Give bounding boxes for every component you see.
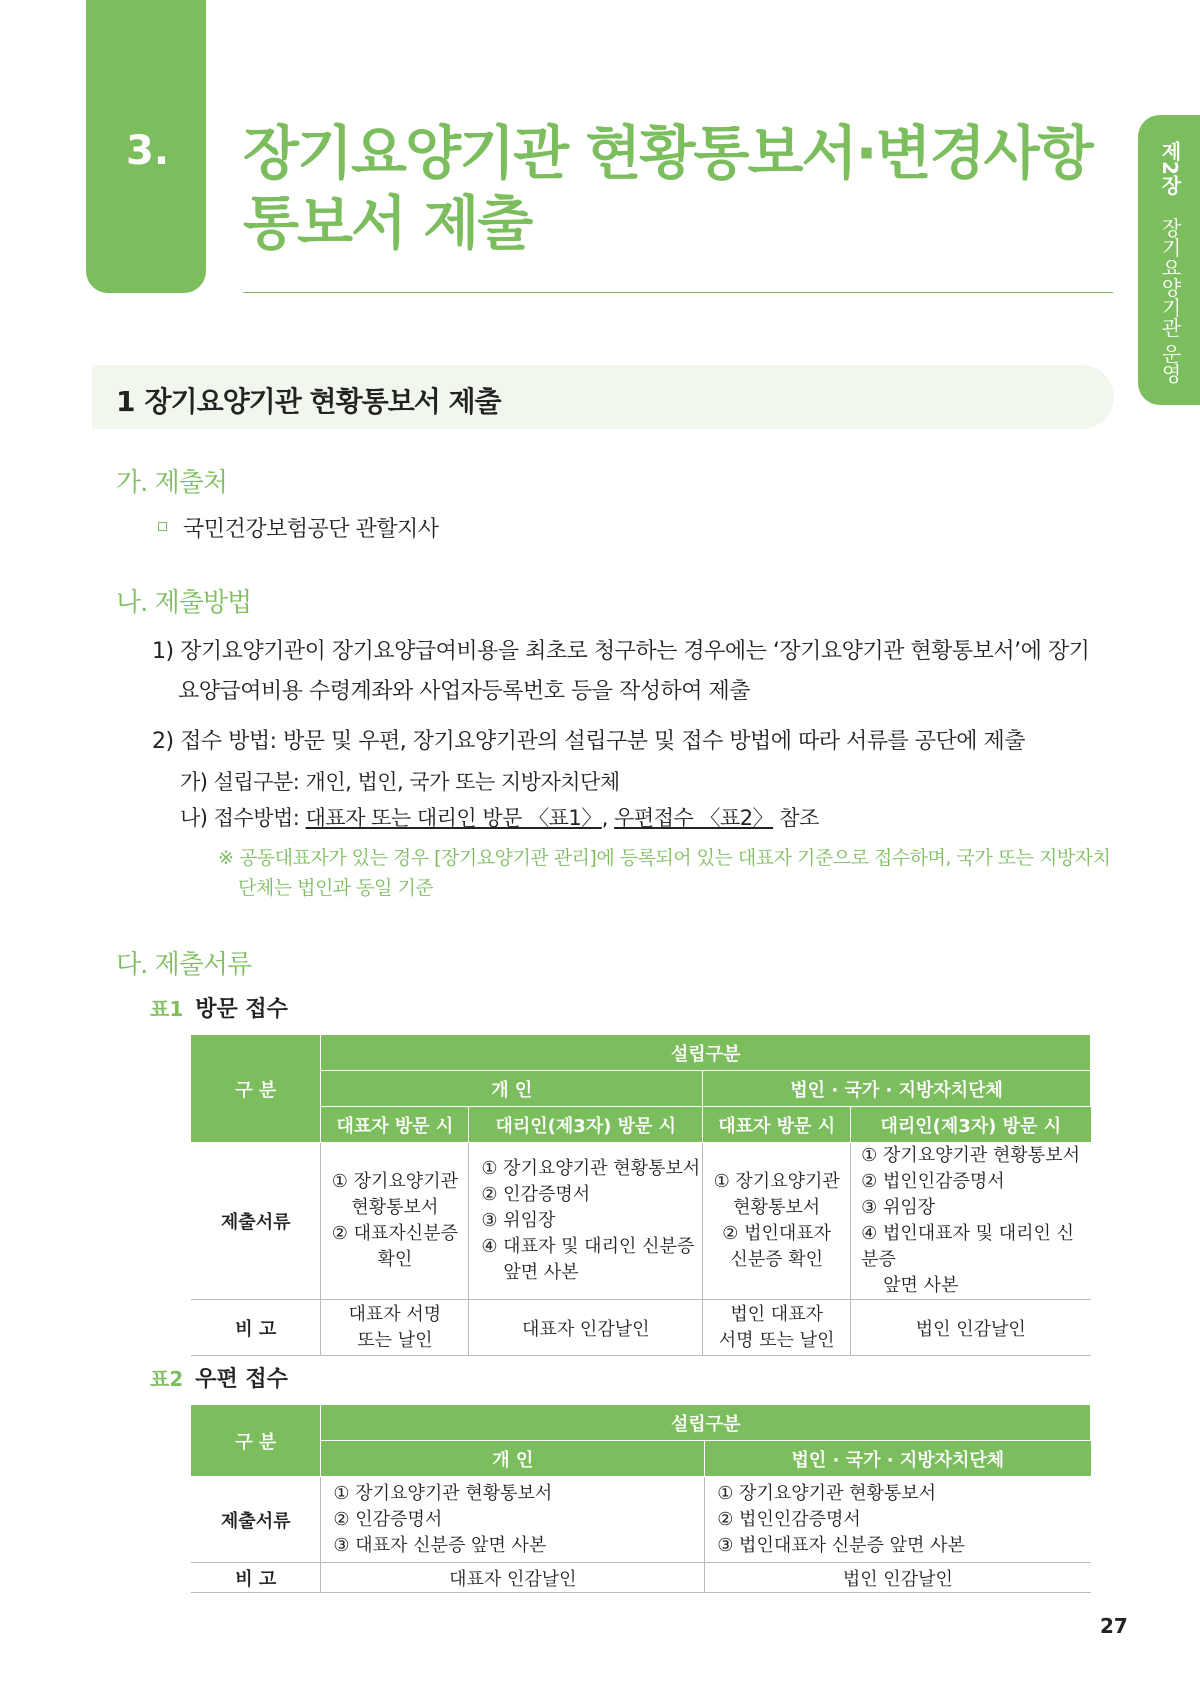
method-item1-line2: 요양급여비용 수령계좌와 사업자등록번호 등을 작성하여 제출 — [178, 679, 751, 704]
table2-title-text: 우편 접수 — [195, 1367, 288, 1392]
side-tab-chapter: 제2장 — [1158, 141, 1182, 195]
table1-title — [150, 992, 288, 1023]
t1-row-docs-label: 제출서류 — [191, 1143, 321, 1300]
t1-note-ind-rep: 대표자 서명 또는 날인 — [321, 1300, 469, 1356]
subheading-na: 나. 제출방법 — [116, 588, 252, 618]
t1-header-agent-visit: 대리인(제3자) 방문 시 — [469, 1107, 703, 1143]
note-line2: 단체는 법인과 동일 기준 — [238, 877, 434, 899]
table-row — [191, 1477, 1091, 1563]
t1-note-ind-agent: 대표자 인감날인 — [469, 1300, 703, 1356]
bullet-text: 국민건강보험공단 관할지사 — [183, 517, 439, 542]
table1-title-text: 방문 접수 — [195, 997, 288, 1022]
t1-header-establish: 설립구분 — [321, 1035, 1091, 1071]
t2-header-corporate: 법인 · 국가 · 지방자치단체 — [705, 1441, 1091, 1477]
method-sub2-suffix: 참조 — [773, 806, 819, 830]
t1-header-corporate: 법인 · 국가 · 지방자치단체 — [703, 1071, 1091, 1107]
t2-docs-corporate: ① 장기요양기관 현황통보서 ② 법인인감증명서 ③ 법인대표자 신분증 앞면 사본 — [705, 1477, 1091, 1563]
subheading-ga: 가. 제출처 — [116, 468, 227, 498]
note-line1: ※ 공동대표자가 있는 경우 [장기요양기관 관리]에 등록되어 있는 대표자 기준으로 접수하며, 국가 또는 지방자치 — [218, 847, 1111, 869]
chapter-title-line1: 장기요양기관 현황통보서·변경사항 — [243, 119, 1092, 187]
method-sub2-prefix: 나) 접수방법: — [180, 806, 306, 830]
t2-docs-individual: ① 장기요양기관 현황통보서 ② 인감증명서 ③ 대표자 신분증 앞면 사본 — [321, 1477, 705, 1563]
table-row — [191, 1143, 1091, 1300]
t1-note-corp-rep: 법인 대표자 서명 또는 날인 — [703, 1300, 851, 1356]
page-number: 27 — [1100, 1614, 1128, 1638]
t2-header-establish: 설립구분 — [321, 1405, 1091, 1441]
table-row — [191, 1300, 1091, 1356]
method-sub2-sep: , — [601, 806, 615, 830]
t2-note-corporate: 법인 인감날인 — [705, 1563, 1091, 1593]
side-tab-text — [1156, 141, 1185, 384]
t1-docs-corp-agent: ① 장기요양기관 현황통보서 ② 법인인감증명서 ③ 위임장 ④ 법인대표자 및 대리인 신분증 앞면 사본 — [851, 1143, 1091, 1300]
t1-header-individual: 개 인 — [321, 1071, 703, 1107]
section-title — [116, 380, 501, 420]
section-title-text: 장기요양기관 현황통보서 제출 — [144, 385, 501, 418]
section-number: 1 — [116, 385, 135, 418]
t1-header-agent-visit-corp: 대리인(제3자) 방문 시 — [851, 1107, 1091, 1143]
chapter-title — [243, 118, 1103, 258]
t2-note-individual: 대표자 인감날인 — [321, 1563, 705, 1593]
table1-tag: 표1 — [150, 997, 184, 1021]
table2-tag: 표2 — [150, 1367, 184, 1391]
chapter-number: 3. — [126, 128, 170, 174]
t1-note-corp-agent: 법인 인감날인 — [851, 1300, 1091, 1356]
t2-header-individual: 개 인 — [321, 1441, 705, 1477]
mail-submission-table — [191, 1404, 1091, 1593]
method-item2: 2) 접수 방법: 방문 및 우편, 장기요양기관의 설립구분 및 접수 방법에 따라 서류를 공단에 제출 — [152, 729, 1025, 754]
visit-submission-table — [191, 1034, 1091, 1356]
table1-reference-link: 대표자 또는 대리인 방문 〈표1〉 — [305, 806, 602, 830]
subheading-da: 다. 제출서류 — [116, 950, 252, 980]
square-bullet-icon — [158, 522, 167, 531]
t2-row-docs-label: 제출서류 — [191, 1477, 321, 1563]
chapter-title-line2: 통보서 제출 — [243, 189, 532, 257]
side-tab-title: 장기요양기관 운영 — [1158, 217, 1182, 384]
chapter-divider — [243, 292, 1113, 293]
t1-header-rep-visit: 대표자 방문 시 — [321, 1107, 469, 1143]
t1-header-category: 구 분 — [191, 1035, 321, 1143]
side-chapter-tab — [1138, 115, 1200, 405]
t1-header-rep-visit-corp: 대표자 방문 시 — [703, 1107, 851, 1143]
table-row — [191, 1563, 1091, 1593]
t1-docs-corp-rep: ① 장기요양기관 현황통보서 ② 법인대표자 신분증 확인 — [703, 1143, 851, 1300]
table2-reference-link: 우편접수 〈표2〉 — [614, 806, 774, 830]
method-sub1: 가) 설립구분: 개인, 법인, 국가 또는 지방자치단체 — [180, 770, 620, 794]
t1-row-note-label: 비 고 — [191, 1300, 321, 1356]
bullet-item — [158, 512, 439, 543]
t2-row-note-label: 비 고 — [191, 1563, 321, 1593]
t1-docs-ind-rep: ① 장기요양기관 현황통보서 ② 대표자신분증 확인 — [321, 1143, 469, 1300]
method-item1-line1: 1) 장기요양기관이 장기요양급여비용을 최초로 청구하는 경우에는 ‘장기요양기관 현황통보서’에 장기 — [152, 639, 1090, 664]
table2-title — [150, 1362, 288, 1393]
t2-header-category: 구 분 — [191, 1405, 321, 1477]
method-sub2 — [180, 802, 819, 832]
t1-docs-ind-agent: ① 장기요양기관 현황통보서 ② 인감증명서 ③ 위임장 ④ 대표자 및 대리인 신분증 앞면 사본 — [469, 1143, 703, 1300]
